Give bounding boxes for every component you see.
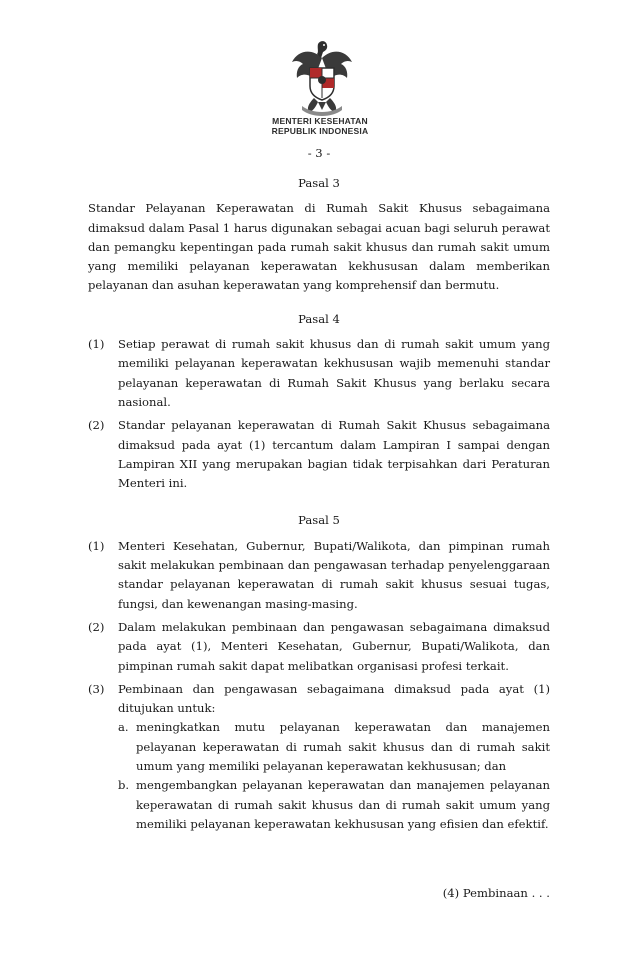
pasal-3-text: Standar Pelayanan Keperawatan di Rumah Sakit Khusus sebagaimana dimaksud dalam Pasal 1 harus digunakan sebagai acuan bagi seluruh perawat dan pemangku kepentingan pada rumah sakit khusus dan rumah sakit umum yang memiliki pelayanan keperawatan kekhususan dalam memberikan pelayanan dan asuhan keperawatan yang komprehensif dan bermutu. bbox=[88, 201, 550, 293]
continuation-note: (4) Pembinaan . . . bbox=[442, 886, 550, 900]
ministry-line-1: MENTERI KESEHATAN bbox=[272, 116, 368, 126]
pasal-5-title: Pasal 5 bbox=[298, 513, 340, 528]
sub-item-letter: b. bbox=[118, 778, 130, 793]
item-number: (1) bbox=[88, 538, 105, 553]
ministry-label bbox=[255, 116, 385, 136]
document-body bbox=[88, 174, 550, 834]
item-text: Menteri Kesehatan, Gubernur, Bupati/Walikota, dan pimpinan rumah sakit melakukan pembinaan dan pengawasan terhadap penyelenggaraan standar pelayanan keperawatan di rumah sakit khusus sesuai tugas, fungsi, dan kewenangan masing-masing. bbox=[118, 538, 550, 611]
garuda-emblem-icon bbox=[290, 40, 354, 116]
item-number: (2) bbox=[88, 619, 105, 634]
sub-item-letter: a. bbox=[118, 720, 129, 735]
item-text: Setiap perawat di rumah sakit khusus dan di rumah sakit umum yang memiliki pelayanan keperawatan kekhususan wajib memenuhi standar pelayanan keperawatan di Rumah Sakit Khusus yang berlaku secara nasional. bbox=[118, 337, 550, 409]
sub-item-text: mengembangkan pelayanan keperawatan dan manajemen pelayanan keperawatan di rumah sakit khusus dan di rumah sakit umum yang memiliki pelayanan keperawatan kekhususan yang efisien dan efektif. bbox=[136, 778, 550, 831]
pasal-4-title: Pasal 4 bbox=[298, 311, 340, 326]
pasal-5-item bbox=[88, 537, 550, 614]
page-number: - 3 - bbox=[307, 146, 331, 160]
pasal-4-item bbox=[88, 416, 550, 493]
item-number: (3) bbox=[88, 681, 105, 696]
pasal-3-title: Pasal 3 bbox=[298, 176, 340, 190]
item-text: Standar pelayanan keperawatan di Rumah Sakit Khusus sebagaimana dimaksud pada ayat (1) tercantum dalam Lampiran I sampai dengan Lampiran XII yang merupakan bagian tidak terpisahkan dari Peraturan Menteri ini. bbox=[118, 418, 550, 491]
pasal-5-item bbox=[88, 680, 550, 834]
ministry-line-2: REPUBLIK INDONESIA bbox=[271, 126, 369, 136]
pasal-5-item bbox=[88, 618, 550, 676]
item-number: (1) bbox=[88, 337, 105, 352]
item-text: Pembinaan dan pengawasan sebagaimana dimaksud pada ayat (1) ditujukan untuk: bbox=[118, 681, 550, 716]
pasal-4-item bbox=[88, 335, 550, 412]
item-body bbox=[118, 680, 550, 834]
sub-item-text: meningkatkan mutu pelayanan keperawatan dan manajemen pelayanan keperawatan di rumah sakit khusus dan di rumah sakit umum yang memiliki pelayanan keperawatan kekhususan; dan bbox=[136, 720, 550, 774]
item-text: Dalam melakukan pembinaan dan pengawasan sebagaimana dimaksud pada ayat (1), Menteri Kesehatan, Gubernur, Bupati/Walikota, dan pimpinan rumah sakit dapat melibatkan organisasi profesi terkait. bbox=[118, 619, 550, 673]
sub-item bbox=[118, 776, 550, 834]
item-number: (2) bbox=[88, 418, 105, 433]
sub-item bbox=[118, 718, 550, 776]
